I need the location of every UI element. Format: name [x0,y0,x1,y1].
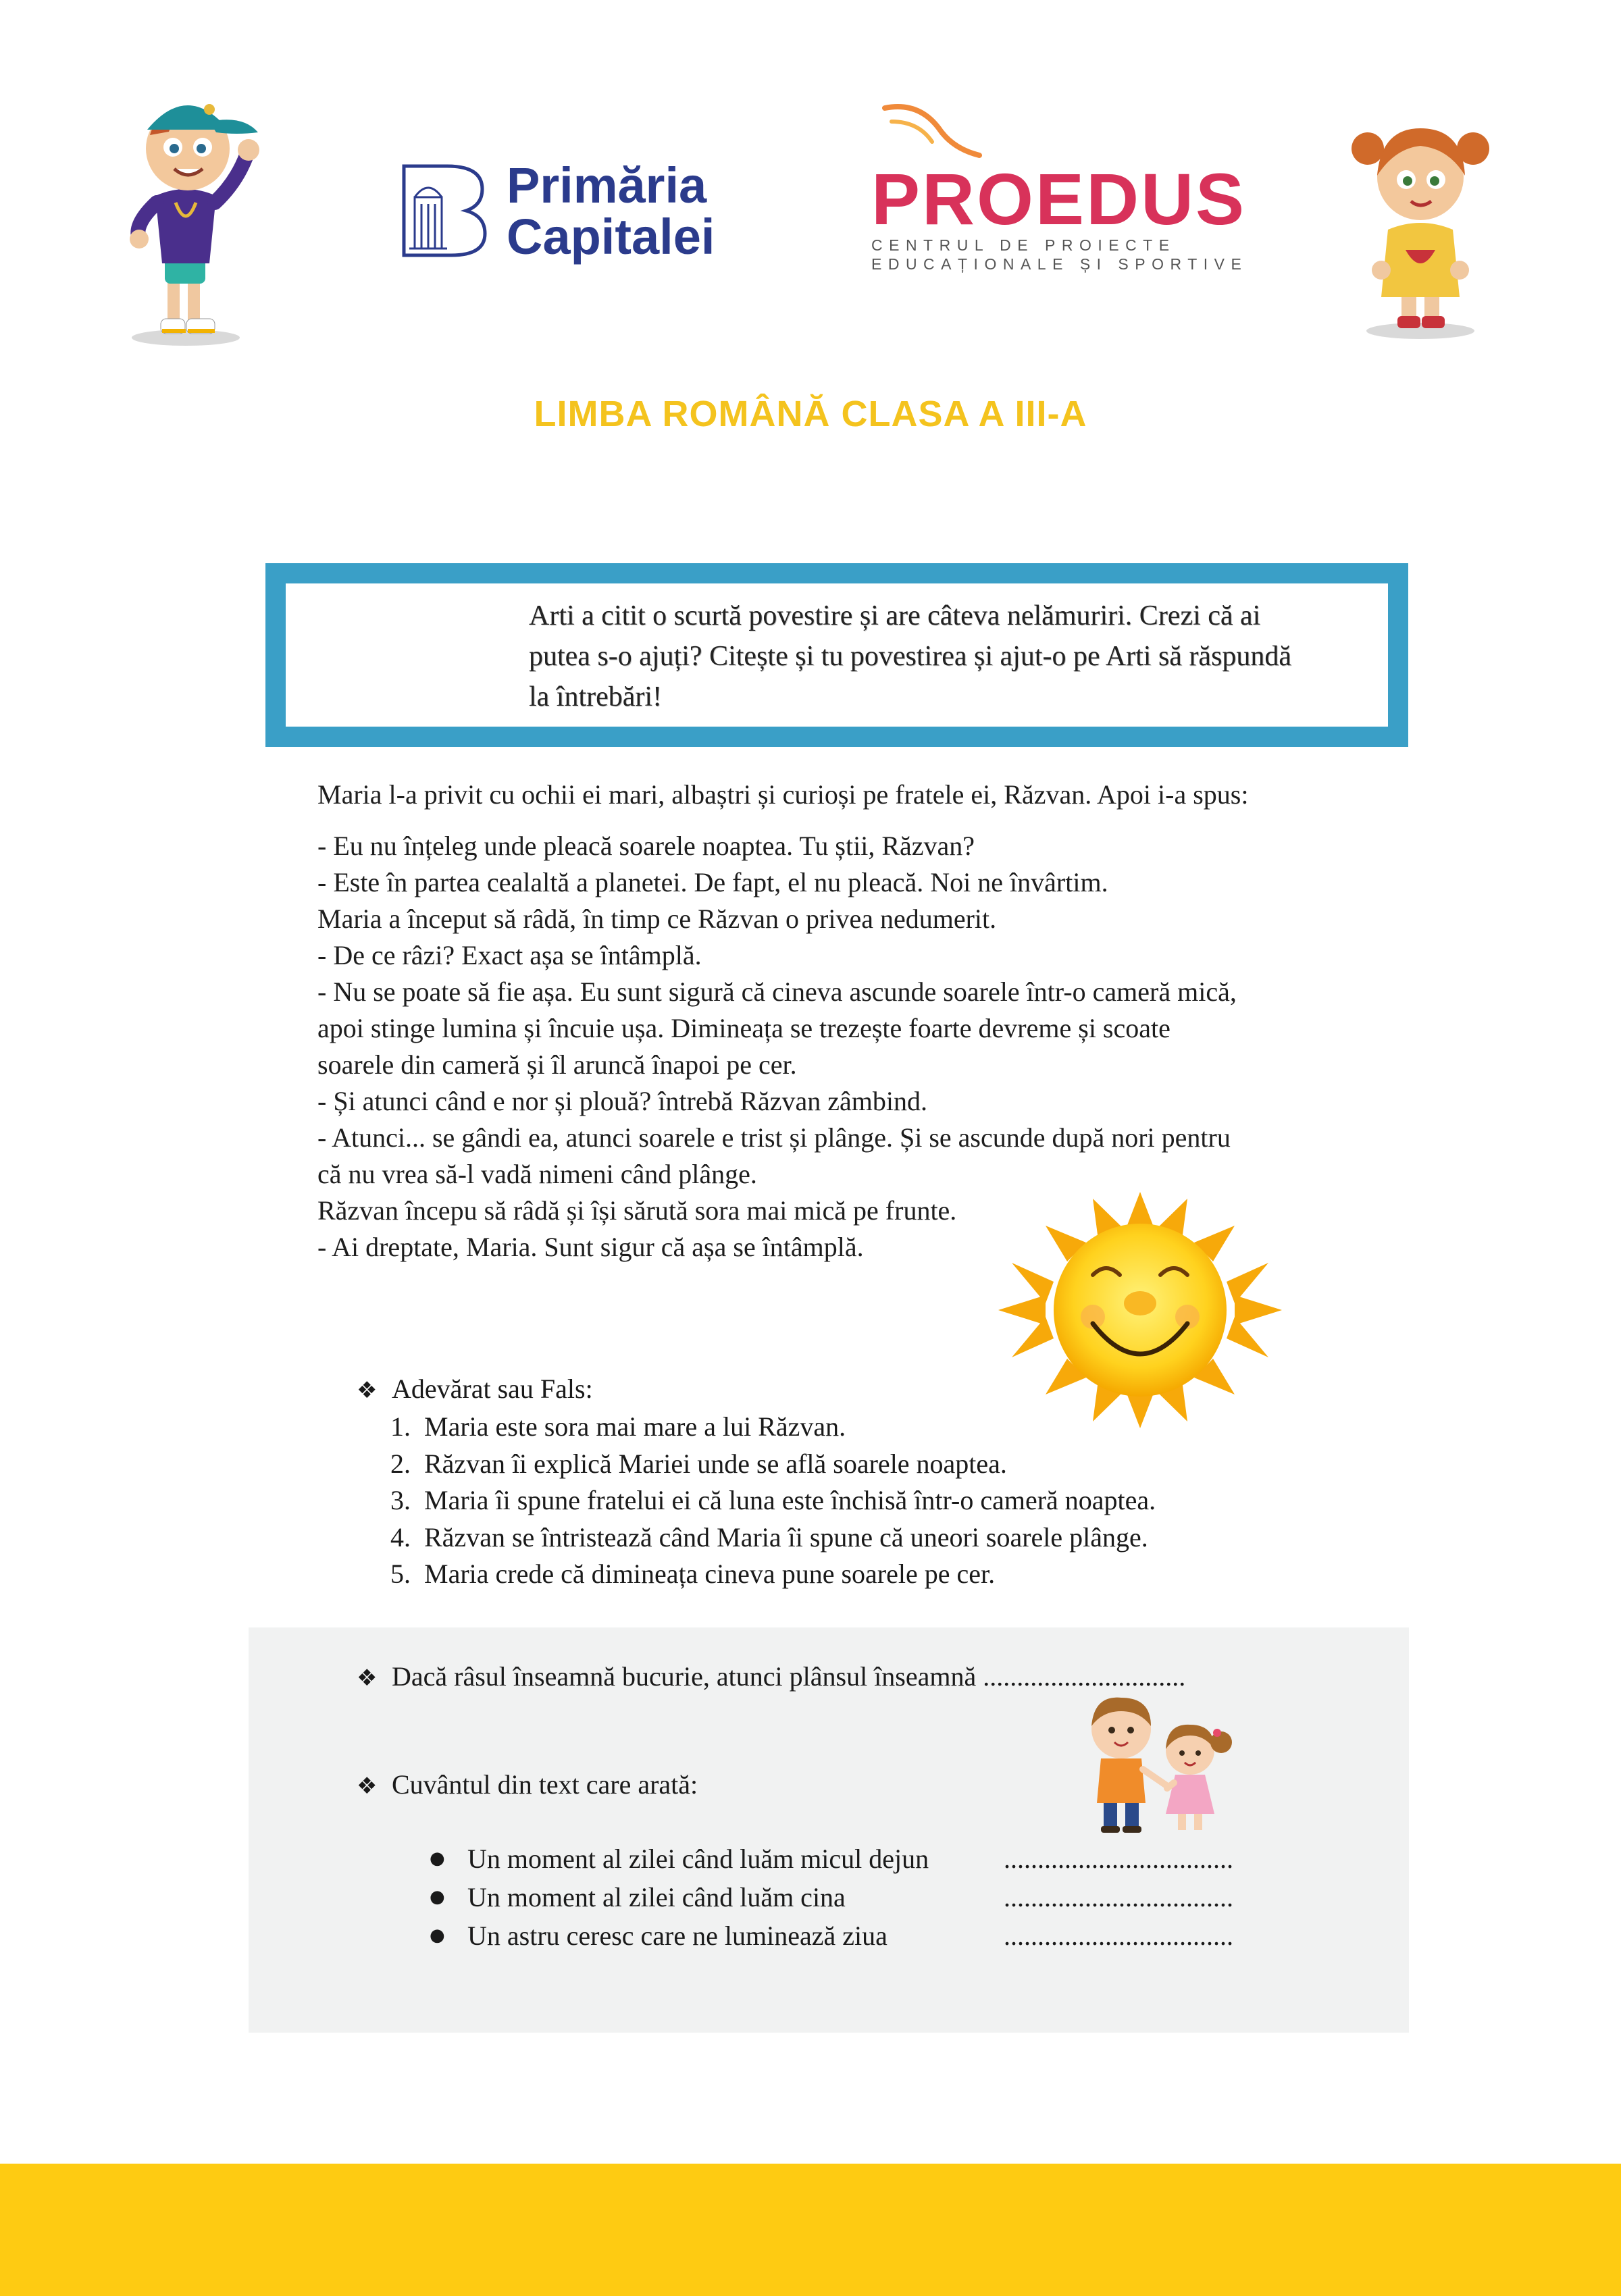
story-line: - Este în partea cealaltă a planetei. De fapt, el nu pleacă. Noi ne învârtim. [317,867,1108,897]
diamond-bullet-icon: ❖ [357,1665,378,1692]
list-item: ● Un astru ceresc care ne luminează ziua .................................. [430,1916,1233,1955]
story-line: - De ce râzi? Exact așa se întâmplă. [317,940,702,970]
story-line: - Nu se poate să fie așa. Eu sunt sigură că cineva ascunde soarele într-o cameră mică, apoi stinge lumina și încuie ușa. Dimineața se trezește foarte devreme și scoate soarele din cameră și îl aruncă înapoi pe cer. [317,976,1237,1080]
story-line: - Și atunci când e nor și plouă? întrebă Răzvan zâmbind. [317,1086,928,1116]
diamond-bullet-icon: ❖ [357,1773,378,1800]
page-title: LIMBA ROMÂNĂ CLASA A III-A [534,394,1087,434]
girl-mascot-illustration [1341,101,1503,344]
dot-bullet-icon: ● [430,1925,445,1946]
boy-mascot-illustration [108,68,263,351]
primaria-capitalei-logo [400,157,751,265]
true-false-heading: Adevărat sau Fals: [392,1374,593,1404]
proedus-logo-word: PROEDUS [871,158,1247,240]
proedus-logo [871,101,1248,273]
answer-blank[interactable]: .................................. [1004,1844,1233,1874]
answer-blank[interactable]: .................................. [1004,1921,1233,1951]
dot-bullet-icon: ● [430,1887,445,1907]
story-line: - Eu nu înțeleg unde pleacă soarele noaptea. Tu știi, Răzvan? [317,831,975,861]
proedus-logo-subtitle-2: EDUCAȚIONALE ȘI SPORTIVE [871,255,1248,273]
intro-box [265,563,1408,747]
primaria-building-icon [400,163,489,258]
list-item: ● Un moment al zilei când luăm micul dejun .................................. [430,1840,1233,1878]
word-question-heading: Cuvântul din text care arată: [392,1769,698,1800]
proedus-logo-subtitle-1: CENTRUL DE PROIECTE [871,236,1176,254]
word-question [357,1767,698,1804]
list-item: ● Un moment al zilei când luăm cina .................................. [430,1878,1233,1916]
primaria-logo-line2: Capitalei [507,209,715,265]
diamond-bullet-icon: ❖ [357,1377,378,1404]
word-list [430,1840,1233,1955]
footer-bar [0,2164,1621,2296]
true-false-list [357,1409,1156,1593]
list-item: 3. Maria îi spune fratelui ei că luna este închisă într-o cameră noaptea. [390,1485,1156,1515]
dot-bullet-icon: ● [430,1848,445,1869]
story-line: - Ai dreptate, Maria. Sunt sigur că așa se întâmplă. [317,1232,864,1262]
story-opening: Maria l-a privit cu ochii ei mari, albaștri și curioși pe fratele ei, Răzvan. Apoi i-a spus: [317,779,1249,810]
intro-text: Arti a citit o scurtă povestire și are câteva nelămuriri. Crezi că ai putea s-o ajuți? Citește și tu povestirea și ajut-o pe Arti să răspundă la întrebări! [529,600,1292,712]
list-item: 5. Maria crede că dimineața cineva pune soarele pe cer. [390,1559,996,1589]
list-item: 4. Răzvan se întristează când Maria îi spune că uneori soarele plânge. [390,1521,1148,1553]
answer-blank[interactable]: .................................. [1004,1882,1233,1912]
primaria-logo-line1: Primăria [507,157,707,213]
list-item: 2. Răzvan îi explică Mariei unde se află soarele noaptea. [390,1448,1007,1479]
children-holding-hands-illustration [1067,1688,1250,1837]
story-line: Maria a început să râdă, în timp ce Răzvan o privea nedumerit. [317,904,997,934]
story-line: Răzvan începu să râdă și își sărută sora mai mică pe frunte. [317,1195,957,1226]
story-line: - Atunci... se gândi ea, atunci soarele e trist și plânge. Și se ascunde după nori pentru că nu vrea să-l vadă nimeni când plânge. [317,1122,1231,1189]
list-item: 1. Maria este sora mai mare a lui Răzvan. [390,1411,846,1442]
true-false-section [357,1371,1156,1593]
antonym-question-text[interactable]: Dacă râsul înseamnă bucurie, atunci plânsul înseamnă .............................. [392,1661,1186,1692]
